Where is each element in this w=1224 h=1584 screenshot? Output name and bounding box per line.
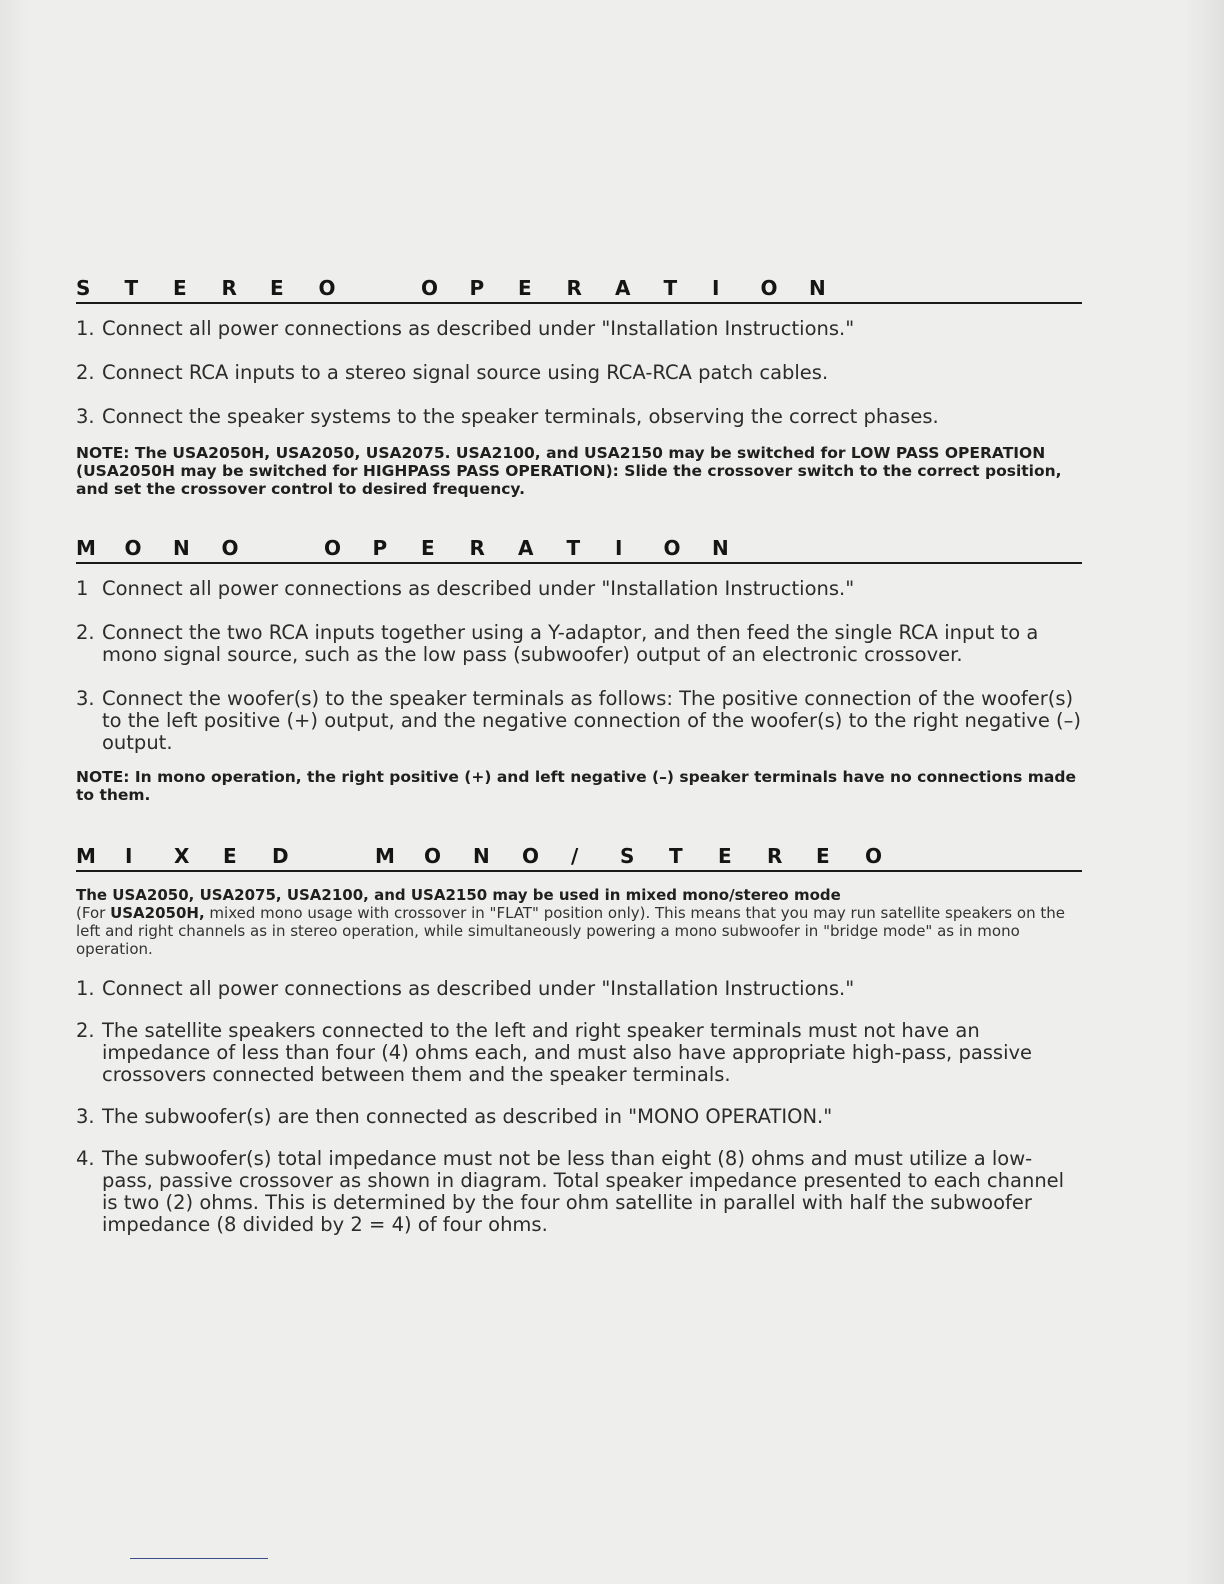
heading-letter: R xyxy=(767,844,783,868)
step-number: 2. xyxy=(76,361,95,384)
heading-letter: O xyxy=(324,536,342,560)
stereo-operation-heading xyxy=(76,274,1082,304)
heading-letter: O xyxy=(221,536,239,560)
mixed-intro-text-a: (For xyxy=(76,904,111,922)
page-edge-shadow-right xyxy=(1184,0,1224,1584)
heading-letter: A xyxy=(615,276,631,300)
mixed-mono-stereo-heading xyxy=(76,842,1082,872)
heading-letter: O xyxy=(318,276,336,300)
page-edge-shadow-left xyxy=(0,0,30,1584)
mixed-intro-bold: The USA2050, USA2075, USA2100, and USA2150 may be used in mixed mono/stereo mode xyxy=(76,886,841,904)
heading-letter: O xyxy=(865,844,883,868)
step-text: Connect the two RCA inputs together using a Y-adaptor, and then feed the single RCA input to a mono signal source, such as the low pass (subwoofer) output of an electronic crossover. xyxy=(102,621,1039,666)
step-number: 1 xyxy=(76,577,89,600)
mixed-intro-text-b: mixed mono usage with crossover in "FLAT" position only). This means that you may run satellite speakers on the left and right channels as in stereo operation, while simultaneously powering a mono subwoofer in "bridge mode" as in mono operation. xyxy=(76,904,1065,958)
heading-letter: X xyxy=(174,844,190,868)
heading-letter: / xyxy=(571,844,579,868)
heading-letter: R xyxy=(469,536,485,560)
step-number: 2. xyxy=(76,1019,95,1042)
heading-letter: E xyxy=(421,536,435,560)
heading-letter: O xyxy=(421,276,439,300)
list-item xyxy=(76,978,1082,1000)
list-item xyxy=(76,318,1082,340)
heading-letter: D xyxy=(272,844,289,868)
heading-letter: O xyxy=(424,844,442,868)
heading-letter: S xyxy=(76,276,91,300)
list-item xyxy=(76,1106,1082,1128)
list-item xyxy=(76,1020,1082,1086)
step-number: 1. xyxy=(76,977,95,1000)
heading-letter: E xyxy=(223,844,237,868)
step-text: The subwoofer(s) total impedance must not be less than eight (8) ohms and must utilize a low-pass, passive crossover as shown in diagram. Total speaker impedance presented to each channel is two (2) ohms. This is determined by the four ohm satellite in parallel with half the subwoofer impedance (8 divided by 2 = 4) of four ohms. xyxy=(102,1147,1065,1236)
step-text: Connect all power connections as described under "Installation Instructions." xyxy=(102,317,855,340)
heading-letter: O xyxy=(663,536,681,560)
list-item xyxy=(76,688,1082,754)
mono-operation-heading xyxy=(76,534,1082,564)
list-item xyxy=(76,1148,1082,1236)
step-number: 3. xyxy=(76,405,95,428)
step-number: 1. xyxy=(76,317,95,340)
list-item xyxy=(76,622,1082,666)
heading-letter: N xyxy=(473,844,490,868)
step-text: Connect all power connections as described under "Installation Instructions." xyxy=(102,977,855,1000)
heading-letter: M xyxy=(375,844,395,868)
stereo-note: NOTE: The USA2050H, USA2050, USA2075. USA2100, and USA2150 may be switched for LOW PASS OPERATION (USA2050H may be switched for HIGHPASS PASS OPERATION): Slide the crossover switch to the correct position, and set the crossover control to desired frequency. xyxy=(76,444,1062,498)
step-number: 4. xyxy=(76,1147,95,1170)
list-item xyxy=(76,406,1082,428)
heading-letter: E xyxy=(816,844,830,868)
stereo-steps-list xyxy=(76,318,1082,428)
mixed-intro xyxy=(76,886,1082,958)
heading-letter: O xyxy=(760,276,778,300)
mixed-intro-model: USA2050H, xyxy=(110,904,205,922)
heading-letter: E xyxy=(270,276,284,300)
stereo-section xyxy=(76,274,1082,498)
heading-letter: E xyxy=(718,844,732,868)
heading-letter: A xyxy=(518,536,534,560)
heading-letter: N xyxy=(712,536,729,560)
mono-section xyxy=(76,534,1082,804)
step-text: The satellite speakers connected to the left and right speaker terminals must not have an impedance of less than four (4) ohms each, and must also have appropriate high-pass, passive crossovers connected between them and the speaker terminals. xyxy=(102,1019,1033,1086)
step-text: The subwoofer(s) are then connected as described in "MONO OPERATION." xyxy=(102,1105,833,1128)
step-number: 3. xyxy=(76,1105,95,1128)
bottom-rule xyxy=(130,1558,268,1559)
heading-letter: P xyxy=(372,536,388,560)
heading-letter: N xyxy=(173,536,190,560)
heading-letter: R xyxy=(566,276,582,300)
heading-letter: R xyxy=(221,276,237,300)
mono-note: NOTE: In mono operation, the right positive (+) and left negative (–) speaker terminals have no connections made to them. xyxy=(76,768,1076,804)
step-number: 2. xyxy=(76,621,95,644)
step-text: Connect RCA inputs to a stereo signal source using RCA-RCA patch cables. xyxy=(102,361,829,384)
heading-letter: I xyxy=(615,536,623,560)
heading-letter: T xyxy=(663,276,678,300)
heading-letter: P xyxy=(469,276,485,300)
heading-letter: N xyxy=(809,276,826,300)
mixed-section xyxy=(76,842,1082,1236)
heading-letter: O xyxy=(124,536,142,560)
heading-letter: M xyxy=(76,536,96,560)
step-text: Connect the speaker systems to the speaker terminals, observing the correct phases. xyxy=(102,405,939,428)
list-item xyxy=(76,578,1082,600)
mono-steps-list xyxy=(76,578,1082,754)
heading-letter: M xyxy=(76,844,96,868)
heading-letter: T xyxy=(124,276,139,300)
heading-letter: S xyxy=(620,844,635,868)
list-item xyxy=(76,362,1082,384)
step-text: Connect all power connections as described under "Installation Instructions." xyxy=(102,577,855,600)
heading-letter: O xyxy=(522,844,540,868)
heading-letter: E xyxy=(518,276,532,300)
step-text: Connect the woofer(s) to the speaker terminals as follows: The positive connection of the woofer(s) to the left positive (+) output, and the negative connection of the woofer(s) to the right negative (–) output. xyxy=(102,687,1082,754)
heading-letter: I xyxy=(712,276,720,300)
heading-letter: E xyxy=(173,276,187,300)
heading-letter: I xyxy=(125,844,133,868)
mixed-steps-list xyxy=(76,978,1082,1236)
heading-letter: T xyxy=(669,844,683,868)
step-number: 3. xyxy=(76,687,95,710)
heading-letter: T xyxy=(566,536,581,560)
